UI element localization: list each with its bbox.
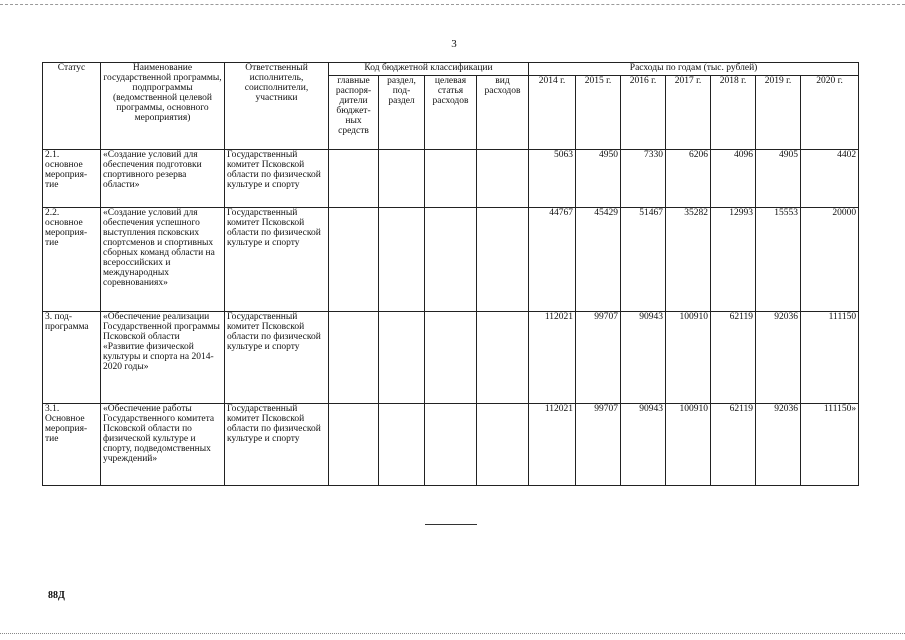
row-code-cell — [425, 149, 477, 207]
row-status: 3.1. Основное мероприя-тие — [43, 403, 101, 485]
table-row — [43, 311, 859, 403]
row-name: «Обеспечение работы Государственного комитета Псковской области по физической культуре и спорту, подведомственных учреждений» — [101, 403, 225, 485]
row-value-2019: 15553 — [756, 207, 801, 311]
scan-edge-bottom — [0, 633, 905, 634]
row-code-cell — [477, 149, 529, 207]
row-value-2018: 62119 — [711, 311, 756, 403]
document-code: 88Д — [48, 590, 65, 601]
row-responsible: Государственный комитет Псковской области по физической культуре и спорту — [225, 149, 329, 207]
row-responsible: Государственный комитет Псковской области по физической культуре и спорту — [225, 207, 329, 311]
table-row — [43, 149, 859, 207]
header-code-section: раздел, под-раздел — [379, 75, 425, 149]
header-year-2020: 2020 г. — [801, 75, 859, 149]
row-value-2018: 62119 — [711, 403, 756, 485]
row-code-cell — [329, 207, 379, 311]
row-value-2020: 4402 — [801, 149, 859, 207]
header-year-2019: 2019 г. — [756, 75, 801, 149]
row-responsible: Государственный комитет Псковской области по физической культуре и спорту — [225, 403, 329, 485]
row-name: «Обеспечение реализации Государственной программы Псковской области «Развитие физической культуры и спорта на 2014-2020 годы» — [101, 311, 225, 403]
header-year-2015: 2015 г. — [576, 75, 621, 149]
row-value-2019: 92036 — [756, 311, 801, 403]
header-year-2018: 2018 г. — [711, 75, 756, 149]
row-value-2014: 112021 — [529, 403, 576, 485]
page-number: 3 — [451, 38, 457, 50]
row-value-2014: 112021 — [529, 311, 576, 403]
row-value-2017: 100910 — [666, 403, 711, 485]
row-value-2015: 99707 — [576, 311, 621, 403]
row-value-2020: 20000 — [801, 207, 859, 311]
row-value-2015: 45429 — [576, 207, 621, 311]
row-code-cell — [329, 311, 379, 403]
header-year-2016: 2016 г. — [621, 75, 666, 149]
table-row — [43, 403, 859, 485]
header-year-2014: 2014 г. — [529, 75, 576, 149]
row-code-cell — [379, 149, 425, 207]
row-value-2020: 111150 — [801, 311, 859, 403]
header-code-expense-type: вид расходов — [477, 75, 529, 149]
row-value-2017: 100910 — [666, 311, 711, 403]
row-name: «Создание условий для обеспечения подготовки спортивного резерва области» — [101, 149, 225, 207]
row-value-2018: 12993 — [711, 207, 756, 311]
row-code-cell — [425, 403, 477, 485]
row-code-cell — [477, 311, 529, 403]
row-value-2016: 90943 — [621, 311, 666, 403]
row-value-2017: 6206 — [666, 149, 711, 207]
row-responsible: Государственный комитет Псковской области по физической культуре и спорту — [225, 311, 329, 403]
row-value-2017: 35282 — [666, 207, 711, 311]
row-code-cell — [425, 207, 477, 311]
header-code-main-managers: главные распоря-дители бюджет-ных средств — [329, 75, 379, 149]
header-row-1 — [43, 63, 859, 76]
table-row — [43, 207, 859, 311]
row-value-2016: 90943 — [621, 403, 666, 485]
row-status: 2.2. основное мероприя-тие — [43, 207, 101, 311]
row-code-cell — [477, 403, 529, 485]
row-value-2016: 7330 — [621, 149, 666, 207]
header-year-2017: 2017 г. — [666, 75, 711, 149]
row-status: 3. под-программа — [43, 311, 101, 403]
header-name: Наименование государственной программы, подпрограммы (ведомственной целевой программы, основного мероприятия) — [101, 63, 225, 150]
header-responsible: Ответственный исполнитель, соисполнители, участники — [225, 63, 329, 150]
row-name: «Создание условий для обеспечения успешного выступления псковских спортсменов и спортивных сборных команд области на всероссийских и международных соревнованиях» — [101, 207, 225, 311]
header-budget-code: Код бюджетной классификации — [329, 63, 529, 76]
row-value-2020: 111150» — [801, 403, 859, 485]
row-value-2018: 4096 — [711, 149, 756, 207]
row-value-2015: 4950 — [576, 149, 621, 207]
header-code-target-article: целевая статья расходов — [425, 75, 477, 149]
row-code-cell — [477, 207, 529, 311]
row-value-2019: 92036 — [756, 403, 801, 485]
row-code-cell — [329, 403, 379, 485]
row-value-2014: 5063 — [529, 149, 576, 207]
row-code-cell — [379, 311, 425, 403]
row-value-2015: 99707 — [576, 403, 621, 485]
row-code-cell — [425, 311, 477, 403]
budget-table — [42, 62, 859, 486]
row-status: 2.1. основное мероприя-тие — [43, 149, 101, 207]
row-code-cell — [379, 207, 425, 311]
row-code-cell — [379, 403, 425, 485]
header-status: Статус — [43, 63, 101, 150]
row-value-2014: 44767 — [529, 207, 576, 311]
end-of-table-line — [425, 524, 477, 525]
header-expenses: Расходы по годам (тыс. рублей) — [529, 63, 859, 76]
row-code-cell — [329, 149, 379, 207]
scan-edge-top — [0, 4, 905, 5]
row-value-2019: 4905 — [756, 149, 801, 207]
row-value-2016: 51467 — [621, 207, 666, 311]
